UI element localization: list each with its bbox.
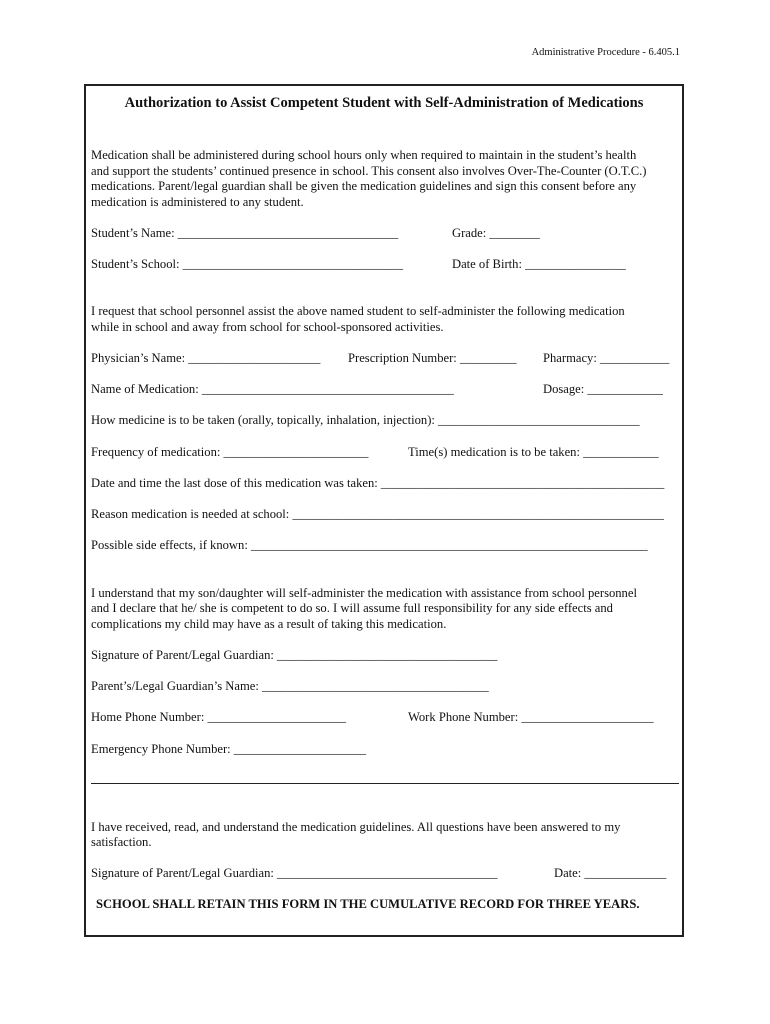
work-phone-field[interactable]: Work Phone Number: _____________________ xyxy=(408,710,654,724)
request-line-1: I request that school personnel assist the above named student to self-administer the following medication xyxy=(91,304,625,318)
document-header: Administrative Procedure - 6.405.1 xyxy=(531,47,680,58)
reason-field[interactable]: Reason medication is needed at school: ___________________________________________________________ xyxy=(91,507,664,521)
guardian-signature-field[interactable]: Signature of Parent/Legal Guardian: ___________________________________ xyxy=(91,648,498,662)
medication-name-field[interactable]: Name of Medication: ________________________________________ xyxy=(91,382,454,396)
form-title: Authorization to Assist Competent Student with Self-Administration of Medications xyxy=(124,95,644,111)
understand-line-2: and I declare that he/ she is competent to do so. I will assume full responsibility for any side effects and xyxy=(91,601,613,615)
emergency-phone-field[interactable]: Emergency Phone Number: _____________________ xyxy=(91,742,367,756)
section-divider xyxy=(91,783,679,784)
frequency-field[interactable]: Frequency of medication: _______________________ xyxy=(91,445,369,459)
received-line-1: I have received, read, and understand the medication guidelines. All questions have been answered to my xyxy=(91,820,621,834)
student-school-field[interactable]: Student’s School: ___________________________________ xyxy=(91,257,404,271)
grade-field[interactable]: Grade: ________ xyxy=(452,226,540,240)
final-signature-field[interactable]: Signature of Parent/Legal Guardian: ___________________________________ xyxy=(91,866,498,880)
how-taken-field[interactable]: How medicine is to be taken (orally, topically, inhalation, injection): ________________________________ xyxy=(91,413,640,427)
pharmacy-field[interactable]: Pharmacy: ___________ xyxy=(543,351,670,365)
times-taken-field[interactable]: Time(s) medication is to be taken: ____________ xyxy=(408,445,659,459)
intro-line-3: medications. Parent/legal guardian shall be given the medication guidelines and sign this consent before any xyxy=(91,179,637,193)
understand-line-1: I understand that my son/daughter will self-administer the medication with assistance from school personnel xyxy=(91,586,637,600)
prescription-number-field[interactable]: Prescription Number: _________ xyxy=(348,351,517,365)
side-effects-field[interactable]: Possible side effects, if known: _______________________________________________________________ xyxy=(91,538,648,552)
dosage-field[interactable]: Dosage: ____________ xyxy=(543,382,663,396)
home-phone-field[interactable]: Home Phone Number: ______________________ xyxy=(91,710,347,724)
intro-line-1: Medication shall be administered during school hours only when required to maintain in the student’s health xyxy=(91,148,637,162)
date-of-birth-field[interactable]: Date of Birth: ________________ xyxy=(452,257,626,271)
guardian-name-field[interactable]: Parent’s/Legal Guardian’s Name: ____________________________________ xyxy=(91,679,489,693)
physician-name-field[interactable]: Physician’s Name: _____________________ xyxy=(91,351,321,365)
retention-notice: SCHOOL SHALL RETAIN THIS FORM IN THE CUMULATIVE RECORD FOR THREE YEARS. xyxy=(96,897,640,911)
intro-line-4: medication is administered to any student. xyxy=(91,195,304,209)
request-line-2: while in school and away from school for school-sponsored activities. xyxy=(91,320,444,334)
intro-line-2: and support the students’ continued presence in school. This consent also involves Over-The-Counter (O.T.C.) xyxy=(91,164,647,178)
student-name-field[interactable]: Student’s Name: ___________________________________ xyxy=(91,226,399,240)
received-line-2: satisfaction. xyxy=(91,835,152,849)
understand-line-3: complications my child may have as a result of taking this medication. xyxy=(91,617,447,631)
last-dose-field[interactable]: Date and time the last dose of this medication was taken: _____________________________________________ xyxy=(91,476,665,490)
final-date-field[interactable]: Date: _____________ xyxy=(554,866,667,880)
